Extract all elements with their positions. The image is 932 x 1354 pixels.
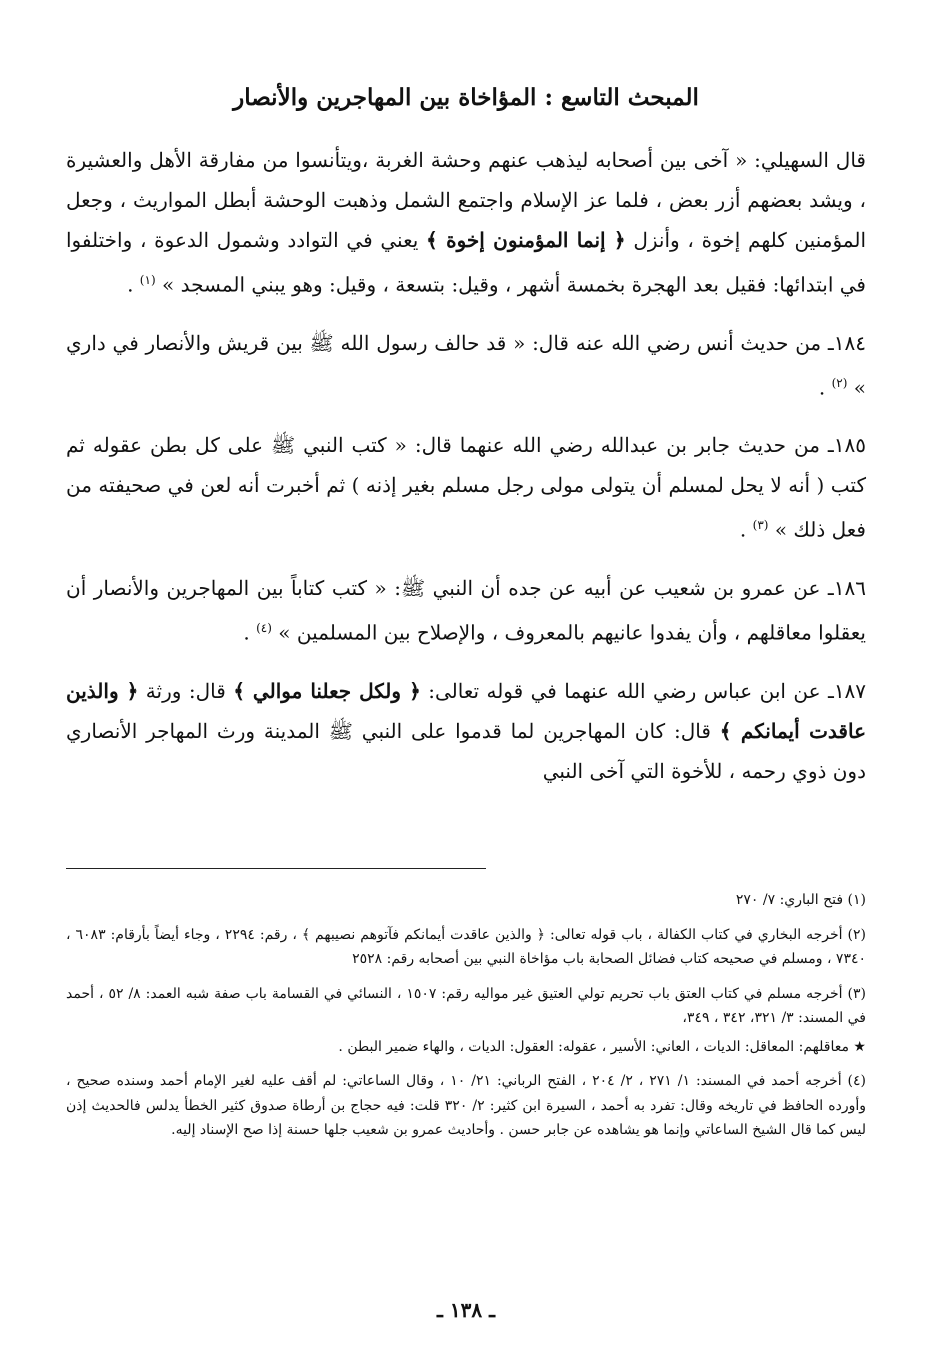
section-title: المبحث التاسع : المؤاخاة بين المهاجرين والأنصار <box>233 84 699 111</box>
footnote-divider <box>66 868 486 869</box>
hadith-184-text: ١٨٤ـ من حديث أنس رضي الله عنه قال: « قد حالف رسول الله ﷺ بين قريش والأنصار في داري » <box>66 330 866 400</box>
footnote-ref-2: (٢) <box>831 375 848 390</box>
footnote-1: (١) فتح الباري: ٧/ ٢٧٠ <box>735 892 866 908</box>
hadith-187-text-1: ١٨٧ـ عن ابن عباس رضي الله عنهما في قوله تعالى: <box>428 678 867 703</box>
hadith-185-text: ١٨٥ـ من حديث جابر بن عبدالله رضي الله عنهما قال: « كتب النبي ﷺ على كل بطن عقوله ثم كتب ( أنه لا يحل لمسلم أن يتولى مولى رجل مسلم بغير إذنه ) ثم أخبرت أنه لعن في صحيفته من فعل ذلك » <box>66 433 867 542</box>
intro-text-cont: يعني في التوادد وشمول الدعوة ، واختلفوا في ابتدائها: فقيل بعد الهجرة بخمسة أشهر ، وقيل: بتسعة ، وقيل: وهو يبني المسجد » <box>66 228 866 297</box>
hadith-186 <box>66 568 866 653</box>
footnote-gloss: ★ معاقلهم: المعاقل: الديات ، العاني: الأسير ، عقوله: العقول: الديات ، والهاء ضمير البطن . <box>338 1038 866 1055</box>
hadith-187-quote-2: ﴿ والذين عاقدت أيمانكم ﴾ <box>66 678 866 743</box>
footnote-2: (٢) أخرجه البخاري في كتاب الكفالة ، باب قوله تعالى: ﴿ والذين عاقدت أيمانكم فآتوهم نصيبهم ﴾ ، رقم: ٢٢٩٤ ، وجاء أيضاً بأرقام: ٦٠٨٣ ، ٧٣٤٠ ، ومسلم في صحيحه كتاب فضائل الصحابة باب مؤاخاة النبي بين أصحابه رقم: ٢٥٢٨ <box>66 926 866 967</box>
hadith-187-quote-1: ﴿ ولكل جعلنا موالي ﴾ <box>233 678 421 703</box>
footnote-3: (٣) أخرجه مسلم في كتاب العتق باب تحريم تولي العتيق غير مواليه رقم: ١٥٠٧ ، النسائي في القسامة باب صفة شبه العمد: ٨/ ٥٢ ، أحمد في المسند: ٣/ ٣٢١، ٣٤٢ ، ٣٤٩، <box>66 985 866 1026</box>
footnote-ref-1: (١) <box>139 273 156 287</box>
page-number: ـ ١٣٨ ـ <box>437 1298 495 1322</box>
intro-quran-quote: ﴿ إنما المؤمنون إخوة ﴾ <box>426 228 626 252</box>
hadith-184-end: . <box>818 375 826 400</box>
intro-paragraph <box>66 140 866 305</box>
hadith-185-end: . <box>739 517 747 542</box>
hadith-186-text: ١٨٦ـ عن عمرو بن شعيب عن أبيه عن جده أن النبي ﷺ: « كتب كتاباً بين المهاجرين والأنصار أن يعقلوا معاقلهم ، وأن يفدوا عانيهم بالمعروف ، والإصلاح بين المسلمين » <box>66 575 866 645</box>
intro-end: . <box>127 272 134 297</box>
intro-text: قال السهيلي: « آخى بين أصحابه ليذهب عنهم وحشة الغربة ،ويتأنسوا من مفارقة الأهل والعشيرة ، ويشد بعضهم أزر بعض ، فلما عز الإسلام واجتمع الشمل وذهبت الوحشة أبطل المواريث ، وجعل المؤمنين كلهم إخوة ، وأنزل <box>66 148 867 252</box>
hadith-186-end: . <box>243 620 250 645</box>
hadith-185 <box>66 425 866 550</box>
footnote-4: (٤) أخرجه أحمد في المسند: ١/ ٢٧١ ، ٢/ ٢٠٤ ، الفتح الرباني: ٢١/ ١٠ ، وقال الساعاتي: لم أقف عليه لغير الإمام أحمد وسنده صحيح ، وأورده الحافظ في تاريخه وقال: تفرد به أحمد ، السيرة ابن كثير: ٢/ ٣٢٠ قلت: فيه حجاج بن أرطاة صدوق كثير الخطأ يدلس فالحديث إذن ليس كما قال الشيخ الساعاتي وإنما هو يشاهده عن جابر حسن . وأحاديث عمرو بن شعيب جلها حسنة إذا صح الإسناد إليه. <box>66 1073 867 1138</box>
footnote-ref-3: (٣) <box>752 518 769 533</box>
hadith-184 <box>66 323 866 408</box>
hadith-187-text-3: قال: كان المهاجرين لما قدموا على النبي ﷺ المدينة ورث المهاجر الأنصاري دون ذوي رحمه ، للأخوة التي آخى النبي <box>66 718 866 783</box>
hadith-187 <box>66 671 866 791</box>
footnotes <box>66 888 866 1153</box>
footnote-ref-4: (٤) <box>256 620 272 635</box>
hadith-187-text-2: قال: ورثة <box>145 678 226 703</box>
